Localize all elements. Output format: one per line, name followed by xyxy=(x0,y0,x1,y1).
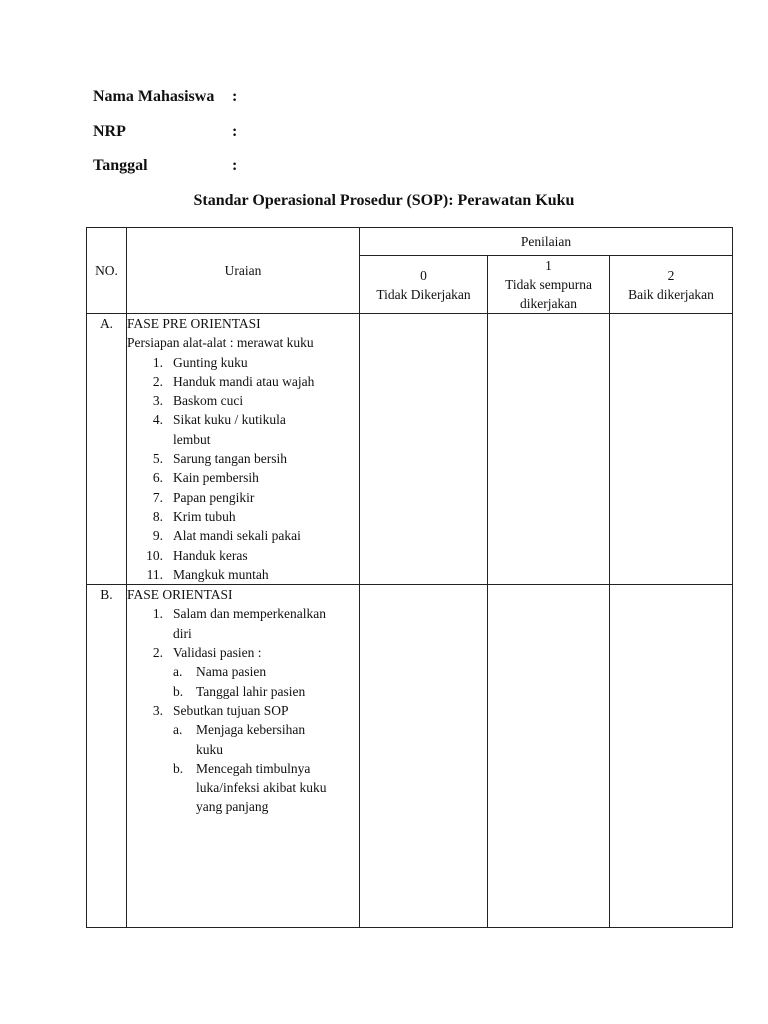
sub-list-tujuan xyxy=(127,720,359,816)
header-penilaian: Penilaian xyxy=(360,228,733,256)
score-value: 0 xyxy=(420,267,427,283)
score-label: Tidak Dikerjakan xyxy=(376,286,471,302)
field-label: Tanggal xyxy=(93,157,148,174)
list-item: 6. Kain pembersih xyxy=(152,470,259,486)
sub-list-item: a. Nama pasien xyxy=(173,664,267,680)
field-colon: : xyxy=(232,88,238,105)
section-number: B. xyxy=(87,585,127,928)
score-value: 2 xyxy=(667,267,675,283)
list-item: 11. Mangkuk muntah xyxy=(146,566,269,582)
score-cell-2[interactable] xyxy=(610,585,733,928)
tool-list xyxy=(127,353,359,585)
list-item: 2. Validasi pasien : xyxy=(152,645,262,661)
header-score-0 xyxy=(360,256,488,314)
step-list xyxy=(127,604,359,662)
header-uraian: Uraian xyxy=(127,228,360,314)
list-item: 5. Sarung tangan bersih xyxy=(152,451,287,467)
field-label: NRP xyxy=(93,123,126,140)
sub-list-validasi xyxy=(127,662,359,701)
score-label: Tidak sempurna dikerjakan xyxy=(505,277,592,311)
list-item: 9. Alat mandi sekali pakai xyxy=(152,528,301,544)
field-colon: : xyxy=(232,123,238,140)
list-item: 4. Sikat kuku / kutikula lembut xyxy=(152,412,286,447)
field-label: Nama Mahasiswa xyxy=(93,88,215,105)
section-title: FASE ORIENTASI xyxy=(127,587,233,603)
list-item: 1. Salam dan memperkenalkan diri xyxy=(152,606,326,641)
section-row-b xyxy=(87,585,733,928)
score-cell-1[interactable] xyxy=(488,585,610,928)
header-no: NO. xyxy=(87,228,127,314)
list-item: 7. Papan pengikir xyxy=(152,489,255,505)
step-list xyxy=(127,701,359,720)
section-content xyxy=(127,585,360,928)
score-label: Baik dikerjakan xyxy=(628,286,714,302)
score-cell-1[interactable] xyxy=(488,314,610,585)
list-item: 3. Baskom cuci xyxy=(152,393,244,409)
section-row-a xyxy=(87,314,733,585)
document-title-text: Standar Operasional Prosedur (SOP): Perawatan Kuku xyxy=(193,192,575,209)
list-item: 10. Handuk keras xyxy=(146,547,248,563)
section-content xyxy=(127,314,360,585)
document-title xyxy=(0,192,768,210)
section-number: A. xyxy=(87,314,127,585)
header-score-2 xyxy=(610,256,733,314)
header-row-top xyxy=(87,228,733,256)
score-cell-0[interactable] xyxy=(360,314,488,585)
header-score-1 xyxy=(488,256,610,314)
score-value: 1 xyxy=(545,258,552,273)
sub-list-item: b. Mencegah timbulnya luka/infeksi akibat kuku yang panjang xyxy=(173,760,327,815)
sub-list-item: a. Menjaga kebersihan kuku xyxy=(173,722,306,757)
section-title: FASE PRE ORIENTASI xyxy=(127,316,261,331)
field-colon: : xyxy=(232,157,238,174)
list-item: 2. Handuk mandi atau wajah xyxy=(152,373,315,389)
sub-list-item: b. Tanggal lahir pasien xyxy=(173,683,306,699)
list-item: 1. Gunting kuku xyxy=(152,354,248,370)
sop-table xyxy=(86,227,733,928)
score-cell-2[interactable] xyxy=(610,314,733,585)
score-cell-0[interactable] xyxy=(360,585,488,928)
list-item: 8. Krim tubuh xyxy=(152,508,236,524)
section-intro: Persiapan alat-alat : merawat kuku xyxy=(127,335,314,351)
list-item: 3. Sebutkan tujuan SOP xyxy=(152,702,289,718)
